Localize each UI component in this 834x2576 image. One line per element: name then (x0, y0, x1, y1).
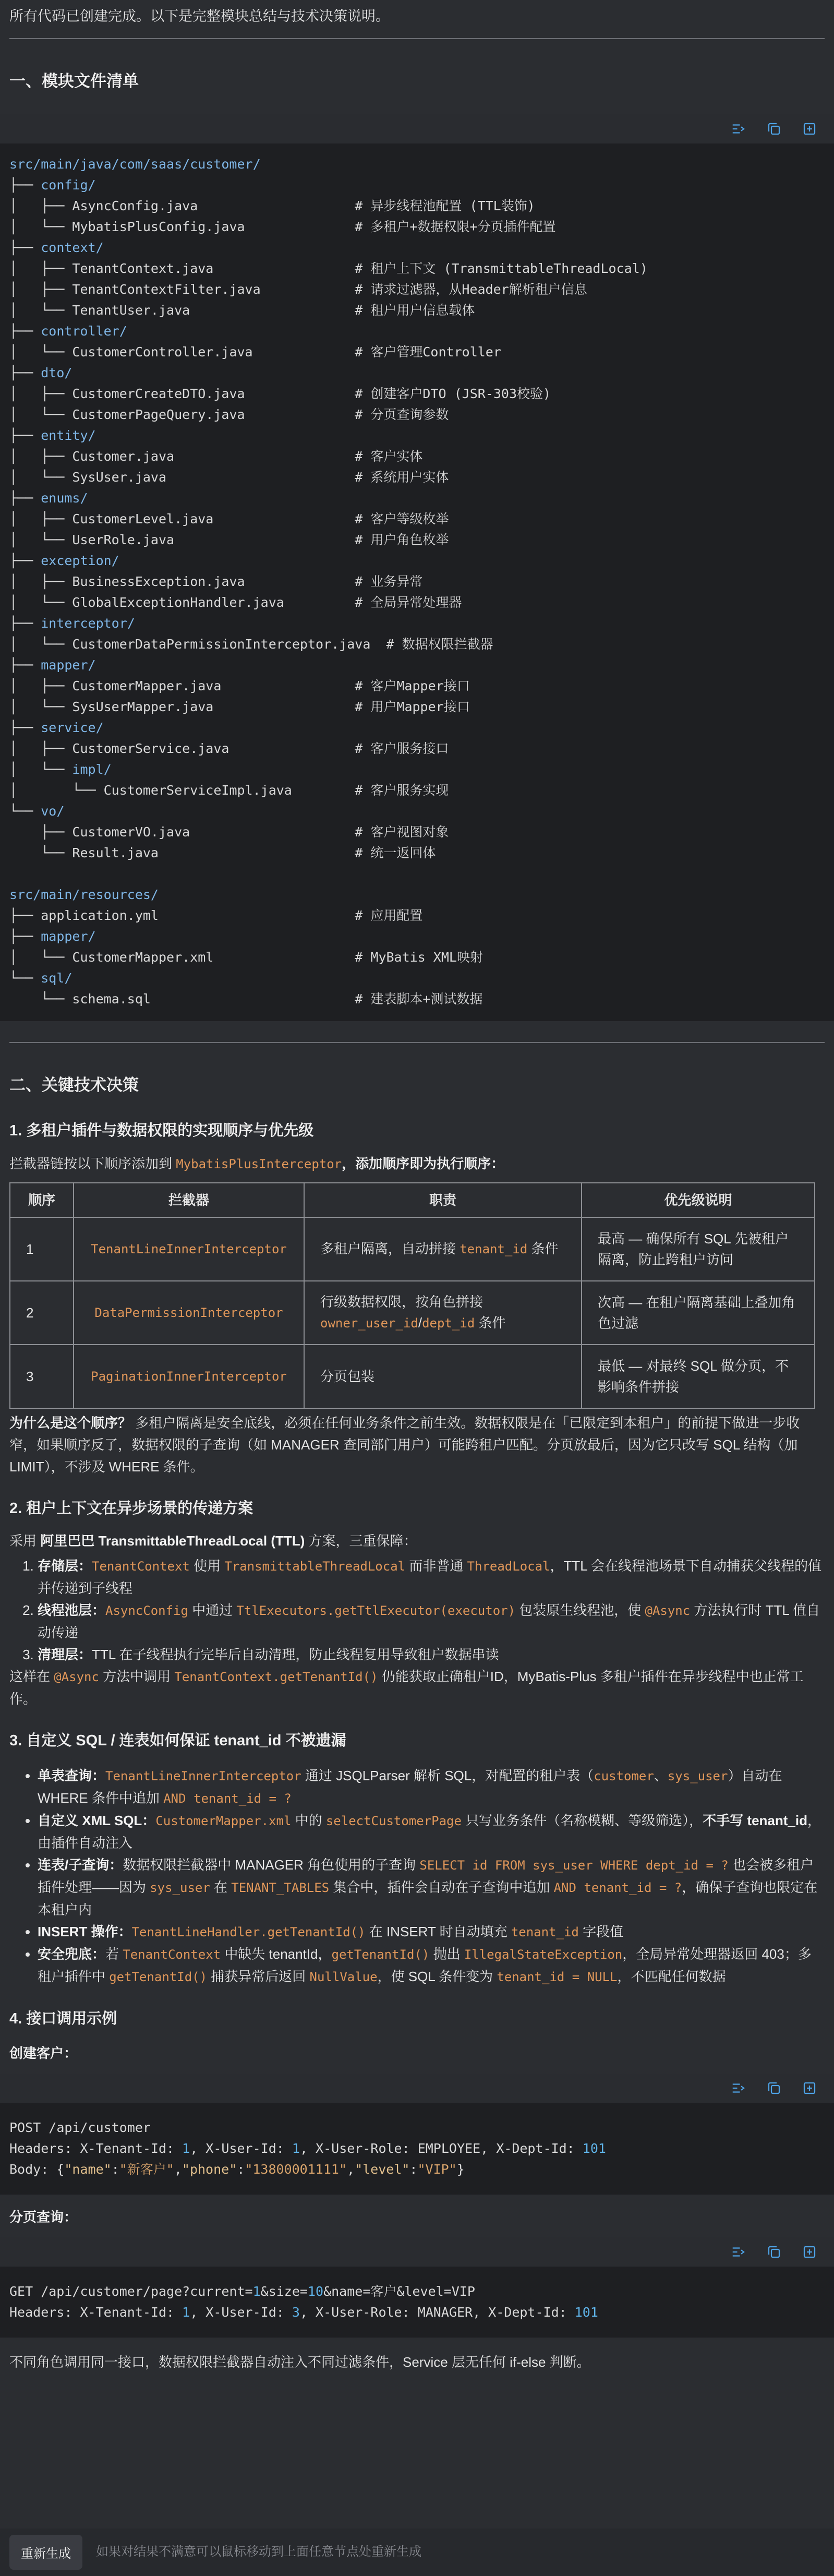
tree-line: ├── service/ (9, 720, 104, 735)
tree-comment: # 客户服务实现 (355, 782, 449, 798)
tree-folder: config/ (41, 177, 96, 193)
new-file-icon[interactable] (801, 120, 818, 138)
tree-comment: # 建表脚本+测试数据 (355, 991, 483, 1007)
table-cell-order: 2 (10, 1281, 74, 1345)
tree-line: ├── CustomerVO.java # 客户视图对象 (9, 824, 449, 840)
tree-line: ├── application.yml # 应用配置 (9, 907, 423, 923)
tree-line: ├── enums/ (9, 490, 88, 506)
td4-title: 4. 接口调用示例 (9, 2010, 117, 2027)
intro-text: 所有代码已创建完成。以下是完整模块总结与技术决策说明。 (9, 8, 390, 24)
tree-java-root: src/main/java/com/saas/customer/ (9, 156, 261, 172)
tree-line: │ ├── TenantContextFilter.java # 请求过滤器，从Header解析租户信息 (9, 281, 587, 297)
tree-file: BusinessException.java (72, 573, 245, 589)
tree-file: TenantContextFilter.java (72, 281, 261, 297)
tree-file: schema.sql (72, 991, 151, 1007)
table-cell-interceptor (74, 1281, 304, 1345)
list-item: 1. 存储层：TenantContext 使用 TransmittableThreadLocal 而非普通 ThreadLocal，TTL 会在线程池场景下自动捕获父线程的值并传递到子线程 (38, 1555, 825, 1599)
tree-line: ├── entity/ (9, 427, 96, 443)
tree-comment: # 多租户+数据权限+分页插件配置 (355, 219, 556, 234)
tree-line: └── vo/ (9, 803, 65, 819)
td2-title: 2. 租户上下文在异步场景的传递方案 (9, 1500, 253, 1517)
td1-title: 1. 多租户插件与数据权限的实现顺序与优先级 (9, 1122, 314, 1140)
tree-folder: interceptor/ (41, 615, 135, 631)
tree-line: ├── mapper/ (9, 928, 96, 944)
tree-file: CustomerController.java (72, 344, 253, 360)
copy-icon[interactable] (765, 120, 783, 138)
tree-file: CustomerService.java (72, 740, 229, 756)
tree-line: ├── controller/ (9, 323, 127, 339)
td2-list (0, 1555, 834, 1666)
code-block-create (0, 2074, 834, 2195)
tree-file: TenantUser.java (72, 302, 190, 318)
tree-file: CustomerServiceImpl.java (103, 782, 292, 798)
tree-comment: # 客户管理Controller (355, 344, 501, 360)
tree-file: CustomerLevel.java (72, 511, 214, 526)
tree-line: │ ├── CustomerCreateDTO.java # 创建客户DTO (JSR-303校验) (9, 386, 551, 401)
tree-comment: # 应用配置 (355, 907, 423, 923)
duty-code: owner_user_id (320, 1316, 418, 1331)
tree-comment: # 用户Mapper接口 (355, 699, 470, 714)
tree-folder: exception/ (41, 553, 119, 568)
td4-footer: 不同角色调用同一接口，数据权限拦截器自动注入不同过滤条件，Service 层无任何 if-else 判断。 (9, 2354, 590, 2370)
tree-line: │ ├── TenantContext.java # 租户上下文 (TransmittableThreadLocal) (9, 260, 648, 276)
duty-code: tenant_id (460, 1242, 528, 1257)
tree-file: CustomerPageQuery.java (72, 406, 245, 422)
table-cell-duty: 分页包装 (304, 1345, 582, 1408)
tree-folder: context/ (41, 239, 104, 255)
tree-line: │ ├── CustomerLevel.java # 客户等级枚举 (9, 511, 449, 526)
interceptor-name: PaginationInnerInterceptor (91, 1369, 287, 1384)
tree-line: │ └── SysUserMapper.java # 用户Mapper接口 (9, 699, 470, 714)
tree-comment: # 全局异常处理器 (355, 594, 462, 610)
tree-comment: # MyBatis XML映射 (355, 949, 483, 965)
tree-line: │ ├── CustomerService.java # 客户服务接口 (9, 740, 449, 756)
inline-code: @Async (645, 1603, 691, 1619)
tree-line: │ └── impl/ (9, 761, 112, 777)
list-item: • 单表查询：TenantLineInnerInterceptor 通过 JSQLParser 解析 SQL，对配置的租户表（customer、sys_user）自动在 WHERE 条件中追加 AND tenant_id = ? (38, 1765, 825, 1810)
list-item: • INSERT 操作：TenantLineHandler.getTenantId() 在 INSERT 时自动填充 tenant_id 字段值 (38, 1921, 825, 1943)
td2-after: 这样在 @Async 方法中调用 TenantContext.getTenantId() 仍能获取正确租户ID，MyBatis-Plus 多租户插件在异步线程中也正常工作。 (9, 1669, 804, 1707)
table-header: 拦截器 (74, 1183, 304, 1217)
create-code: POST /api/customer Headers: X-Tenant-Id: 1, X-User-Id: 1, X-User-Role: EMPLOYEE, X-Dept-Id: 101 Body: {"name":"新客户","phone":"13800001111","level":"VIP"} (9, 2119, 606, 2177)
code-toolbar (0, 2237, 834, 2267)
tree-line: ├── config/ (9, 177, 96, 193)
tree-comment: # 创建客户DTO (JSR-303校验) (355, 386, 551, 401)
insert-into-editor-icon[interactable] (730, 120, 747, 138)
tree-file: CustomerVO.java (72, 824, 190, 840)
table-cell-interceptor (74, 1345, 304, 1408)
table-row (10, 1345, 815, 1408)
list-item-label: 存储层： (38, 1558, 92, 1574)
tree-file: CustomerCreateDTO.java (72, 386, 245, 401)
tree-comment: # 系统用户实体 (355, 469, 449, 485)
tree-file: Customer.java (72, 448, 175, 464)
tree-line: ├── interceptor/ (9, 615, 135, 631)
code-block-file-tree (0, 114, 834, 1021)
tree-line: │ └── CustomerMapper.xml # MyBatis XML映射 (9, 949, 483, 965)
tree-folder: controller/ (41, 323, 127, 339)
tree-line: │ ├── CustomerMapper.java # 客户Mapper接口 (9, 678, 470, 693)
code-toolbar (0, 114, 834, 143)
bottom-bar (0, 2529, 834, 2576)
tree-line: │ └── CustomerServiceImpl.java # 客户服务实现 (9, 782, 449, 798)
section-title-modules: 一、模块文件清单 (9, 72, 139, 91)
table-header: 顺序 (10, 1183, 74, 1217)
list-item: 3. 清理层：TTL 在子线程执行完毕后自动清理，防止线程复用导致租户数据串读 (38, 1644, 825, 1666)
insert-into-editor-icon[interactable] (730, 2079, 747, 2097)
tree-line: ├── exception/ (9, 553, 119, 568)
table-header-row (10, 1183, 815, 1217)
create-label: 创建客户： (9, 2045, 78, 2061)
interceptor-table (9, 1182, 815, 1409)
tree-line: │ └── CustomerDataPermissionInterceptor.java # 数据权限拦截器 (9, 636, 493, 652)
new-file-icon[interactable] (801, 2079, 818, 2097)
tree-resources-root: src/main/resources/ (9, 886, 159, 902)
tree-folder: entity/ (41, 427, 96, 443)
tree-line: │ └── MybatisPlusConfig.java # 多租户+数据权限+分页插件配置 (9, 219, 556, 234)
table-row (10, 1217, 815, 1281)
tree-line: │ └── UserRole.java # 用户角色枚举 (9, 532, 449, 547)
tree-comment: # 统一返回体 (355, 845, 436, 860)
inline-code: AsyncConfig (105, 1603, 188, 1619)
insert-into-editor-icon[interactable] (730, 2243, 747, 2261)
page-label: 分页查询： (9, 2209, 78, 2225)
td1-why: 为什么是这个顺序？ 多租户隔离是安全底线，必须在任何业务条件之前生效。数据权限是在「已限定到本租户」的前提下做进一步收窄，如果顺序反了，数据权限的子查询（如 MANAGER 查同部门用户）可能跨租户匹配。分页放最后，因为它只改写 SQL 结构（加 LIMIT），不涉及 WHERE 条件。 (9, 1415, 800, 1475)
tree-comment: # 异步线程池配置 (TTL装饰) (355, 198, 535, 213)
tree-comment: # 客户视图对象 (355, 824, 449, 840)
file-tree-code (0, 143, 834, 1021)
tree-folder: dto/ (41, 365, 72, 380)
list-item: • 连表/子查询：数据权限拦截器中 MANAGER 角色使用的子查询 SELECT id FROM sys_user WHERE dept_id = ? 也会被多租户插件处理——因为 sys_user 在 TENANT_TABLES 集合中，插件会自动在子查询中追加 AND tenant_id = ?，确保子查询也限定在本租户内 (38, 1854, 825, 1921)
tree-file: application.yml (41, 907, 159, 923)
tree-line: │ ├── BusinessException.java # 业务异常 (9, 573, 423, 589)
duty-code: dept_id (422, 1316, 475, 1331)
interceptor-name: DataPermissionInterceptor (94, 1305, 283, 1321)
tree-file: UserRole.java (72, 532, 175, 547)
tree-folder: mapper/ (41, 657, 96, 673)
tree-comment: # 请求过滤器，从Header解析租户信息 (355, 281, 587, 297)
regenerate-hint: 如果对结果不满意可以鼠标移动到上面任意节点处重新生成 (96, 2545, 421, 2559)
tree-file: Result.java (72, 845, 159, 860)
tree-folder: vo/ (41, 803, 65, 819)
tree-file: AsyncConfig.java (72, 198, 198, 213)
table-cell-priority: 次高 — 在租户隔离基础上叠加角色过滤 (582, 1281, 815, 1345)
tree-comment: # 客户服务接口 (355, 740, 449, 756)
new-file-icon[interactable] (801, 2243, 818, 2261)
tree-line: │ ├── AsyncConfig.java # 异步线程池配置 (TTL装饰) (9, 198, 535, 213)
tree-comment: # 数据权限拦截器 (370, 636, 493, 652)
regenerate-button[interactable]: 重新生成 (9, 2535, 82, 2570)
tree-folder: sql/ (41, 970, 72, 986)
tree-line: │ └── CustomerPageQuery.java # 分页查询参数 (9, 406, 449, 422)
tree-folder: mapper/ (41, 928, 96, 944)
tree-line: │ ├── Customer.java # 客户实体 (9, 448, 423, 464)
td3-list (0, 1765, 834, 1988)
list-item-label: 线程池层： (38, 1602, 106, 1619)
tree-line: │ └── SysUser.java # 系统用户实体 (9, 469, 449, 485)
table-cell-order: 3 (10, 1345, 74, 1408)
tree-file: SysUser.java (72, 469, 167, 485)
copy-icon[interactable] (765, 2243, 783, 2261)
table-cell-duty: 多租户隔离，自动拼接 tenant_id 条件 (304, 1217, 582, 1281)
tree-line: │ └── TenantUser.java # 租户用户信息载体 (9, 302, 475, 318)
tree-comment: # 客户Mapper接口 (355, 678, 470, 693)
table-cell-order: 1 (10, 1217, 74, 1281)
tree-line: └── Result.java # 统一返回体 (9, 845, 436, 860)
table-header: 职责 (304, 1183, 582, 1217)
table-cell-duty: 行级数据权限，按角色拼接 owner_user_id/dept_id 条件 (304, 1281, 582, 1345)
list-item: • 自定义 XML SQL：CustomerMapper.xml 中的 selectCustomerPage 只写业务条件（名称模糊、等级筛选），不手写 tenant_id，由插件自动注入 (38, 1810, 825, 1854)
tree-line: │ └── CustomerController.java # 客户管理Controller (9, 344, 501, 360)
tree-comment: # 业务异常 (355, 573, 423, 589)
tree-file: CustomerMapper.xml (72, 949, 214, 965)
table-cell-priority: 最低 — 对最终 SQL 做分页，不影响条件拼接 (582, 1345, 815, 1408)
tree-file: CustomerDataPermissionInterceptor.java (72, 636, 371, 652)
tree-file: GlobalExceptionHandler.java (72, 594, 284, 610)
copy-icon[interactable] (765, 2079, 783, 2097)
interceptor-name: TenantLineInnerInterceptor (91, 1242, 287, 1257)
tree-folder: enums/ (41, 490, 88, 506)
section-title-decisions: 二、关键技术决策 (9, 1075, 139, 1094)
tree-line: └── sql/ (9, 970, 72, 986)
table-header: 优先级说明 (582, 1183, 815, 1217)
tree-file: TenantContext.java (72, 260, 214, 276)
list-item: • 安全兜底：若 TenantContext 中缺失 tenantId，getTenantId() 抛出 IllegalStateException，全局异常处理器返回 403；多租户插件中 getTenantId() 捕获异常后返回 NullValue，使 SQL 条件变为 tenant_id = NULL，不匹配任何数据 (38, 1943, 825, 1988)
tree-line: ├── mapper/ (9, 657, 96, 673)
tree-line: ├── dto/ (9, 365, 72, 380)
tree-comment: # 用户角色枚举 (355, 532, 449, 547)
code-toolbar (0, 2074, 834, 2103)
inline-code: ThreadLocal (467, 1559, 550, 1574)
tree-comment: # 租户用户信息载体 (355, 302, 475, 318)
table-cell-priority: 最高 — 确保所有 SQL 先被租户隔离，防止跨租户访问 (582, 1217, 815, 1281)
tree-line: │ └── GlobalExceptionHandler.java # 全局异常处理器 (9, 594, 462, 610)
tree-comment: # 客户实体 (355, 448, 423, 464)
page-code: GET /api/customer/page?current=1&size=10&name=客户&level=VIP Headers: X-Tenant-Id: 1, X-User-Id: 3, X-User-Role: MANAGER, X-Dept-Id: 101 (9, 2283, 598, 2320)
td2-intro: 采用 阿里巴巴 TransmittableThreadLocal (TTL) 方案，三重保障： (9, 1533, 417, 1549)
table-row (10, 1281, 815, 1345)
tree-file: MybatisPlusConfig.java (72, 219, 245, 234)
tree-line: ├── context/ (9, 239, 104, 255)
inline-code: TransmittableThreadLocal (224, 1559, 406, 1574)
tree-folder: service/ (41, 720, 104, 735)
inline-code: TtlExecutors.getTtlExecutor(executor) (236, 1603, 516, 1619)
tree-comment: # 客户等级枚举 (355, 511, 449, 526)
tree-comment: # 租户上下文 (TransmittableThreadLocal) (355, 260, 648, 276)
tree-line: └── schema.sql # 建表脚本+测试数据 (9, 991, 483, 1007)
table-cell-interceptor (74, 1217, 304, 1281)
tree-folder: impl/ (72, 761, 112, 777)
tree-file: SysUserMapper.java (72, 699, 214, 714)
code-block-page (0, 2237, 834, 2338)
td1-intro: 拦截器链按以下顺序添加到 MybatisPlusInterceptor，添加顺序即为执行顺序： (9, 1155, 505, 1171)
td3-title: 3. 自定义 SQL / 连表如何保证 tenant_id 不被遗漏 (9, 1732, 346, 1750)
inline-code: TenantContext (92, 1559, 190, 1574)
list-item: 2. 线程池层：AsyncConfig 中通过 TtlExecutors.getTtlExecutor(executor) 包装原生线程池，使 @Async 方法执行时 TTL 值自动传递 (38, 1599, 825, 1644)
list-item-label: 清理层： (38, 1647, 92, 1663)
tree-comment: # 分页查询参数 (355, 406, 449, 422)
tree-file: CustomerMapper.java (72, 678, 222, 693)
